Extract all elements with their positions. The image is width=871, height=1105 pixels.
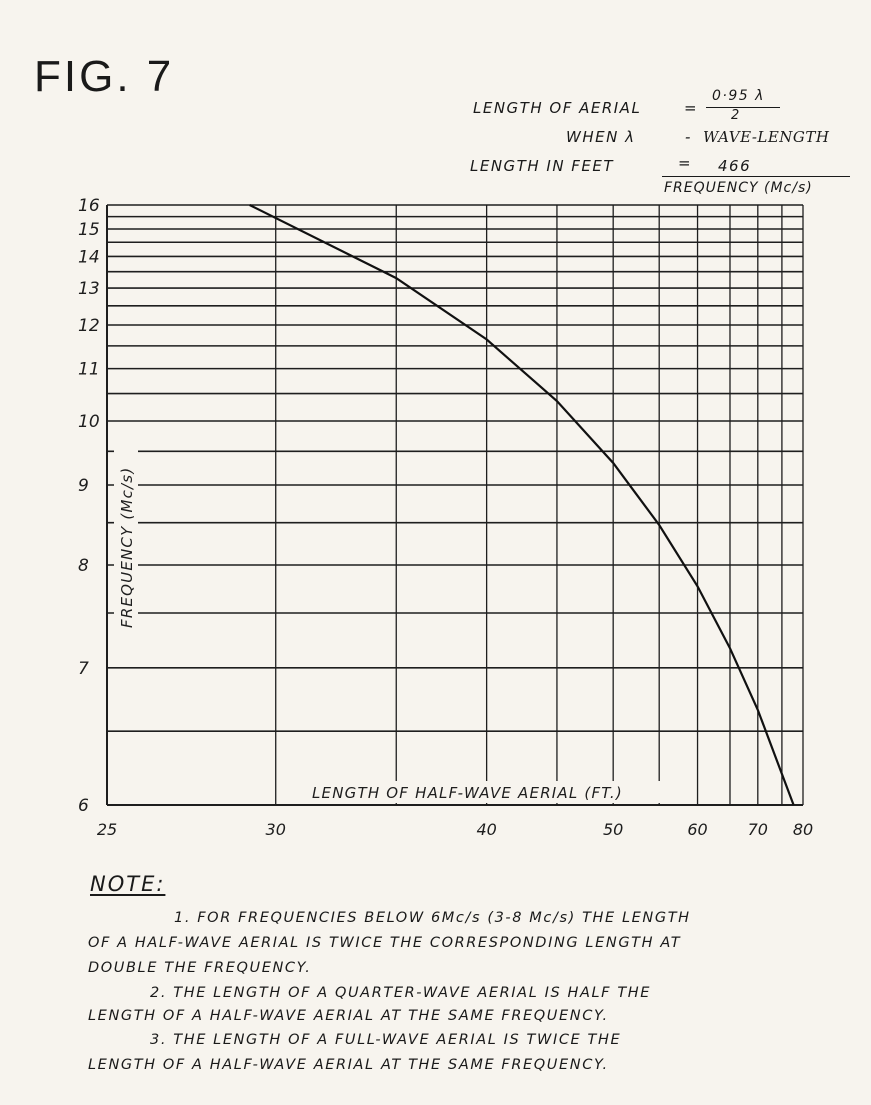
y-tick-label: 6	[78, 796, 89, 816]
x-tick-label: 60	[687, 820, 708, 839]
note-line: DOUBLE THE FREQUENCY.	[88, 960, 312, 976]
y-tick-label: 7	[78, 658, 89, 679]
y-tick-label: 12	[78, 316, 100, 336]
formula-equals-3: =	[678, 154, 693, 172]
x-tick-label: 80	[792, 820, 814, 839]
formula-denominator-1: 2	[731, 108, 741, 123]
formula-equals-1: =	[684, 99, 699, 117]
note-line: 1. FOR FREQUENCIES BELOW 6Mc/s (3-8 Mc/s) THE LENGTH	[174, 910, 691, 926]
formula-label-when-lambda: WHEN λ	[566, 128, 636, 146]
y-tick-label: 13	[78, 279, 100, 300]
note-line: LENGTH OF A HALF-WAVE AERIAL AT THE SAME FREQUENCY.	[88, 1008, 609, 1024]
note-line: LENGTH OF A HALF-WAVE AERIAL AT THE SAME FREQUENCY.	[88, 1057, 609, 1073]
y-tick-label: 9	[78, 476, 89, 496]
x-tick-label: 70	[747, 820, 768, 839]
y-tick-label: 8	[78, 556, 89, 576]
y-tick-label: 10	[78, 412, 100, 432]
note-line: OF A HALF-WAVE AERIAL IS TWICE THE CORRESPONDING LENGTH AT	[88, 935, 682, 951]
formula-denominator-3: FREQUENCY (Mc/s)	[664, 180, 813, 196]
formula-label-length-feet: LENGTH IN FEET	[470, 157, 615, 175]
y-tick-label: 14	[78, 247, 100, 268]
x-axis-label: LENGTH OF HALF-WAVE AERIAL (FT.)	[312, 784, 623, 802]
series-line	[250, 205, 794, 805]
formula-label-aerial-length: LENGTH OF AERIAL	[473, 99, 642, 117]
formula-numerator-3: 466	[718, 157, 752, 175]
note-line: 3. THE LENGTH OF A FULL-WAVE AERIAL IS TWICE THE	[150, 1032, 622, 1048]
figure-title: FIG. 7	[34, 52, 175, 101]
x-tick-label: 30	[265, 820, 286, 839]
y-axis-label: FREQUENCY (Mc/s)	[118, 466, 136, 628]
x-tick-label: 50	[603, 820, 624, 839]
formula-value-wavelength: WAVE-LENGTH	[703, 128, 830, 146]
y-tick-label: 16	[78, 196, 100, 216]
x-tick-label: 40	[476, 820, 497, 839]
note-line: 2. THE LENGTH OF A QUARTER-WAVE AERIAL IS HALF THE	[150, 985, 652, 1001]
x-tick-label: 25	[96, 820, 118, 839]
note-heading: NOTE:	[90, 872, 166, 896]
formula-numerator-1: 0·95 λ	[712, 88, 765, 104]
y-tick-label: 11	[78, 359, 100, 380]
y-tick-label: 15	[78, 220, 100, 240]
formula-equals-2: -	[685, 128, 692, 146]
